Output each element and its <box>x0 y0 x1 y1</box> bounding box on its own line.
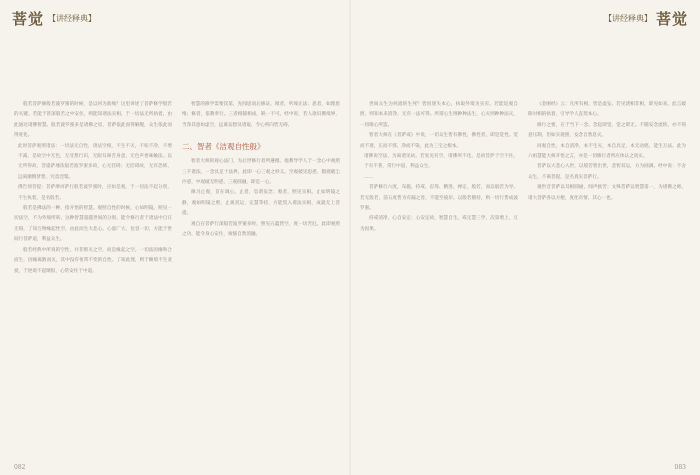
section-tag: 【讲经释典】 <box>48 13 97 23</box>
quoted-passage: 佛告须菩提：菩萨摩诃萨行般若波罗蜜时，应如是观，于一切法不起分别，不生执着，是名般若。 <box>18 185 172 201</box>
left-column-2 <box>182 100 340 450</box>
body-paragraph: 修习止观，首在调心。止者，息诸妄念；观者，照见实相。止如明镜之静，观如明镜之照，止观双运，定慧等持，方能契入诸法实相，成就无上菩提。 <box>182 190 340 217</box>
right-page-number: 083 <box>674 464 686 471</box>
right-columns <box>350 100 700 450</box>
quoted-passage: 此时菩萨观照诸法：一切法无自性，诸法空相，不生不灭，不垢不净，不增不减。是故空中无色，无受想行识，无眼耳鼻舌身意，无色声香味触法。以无所得故，菩提萨埵依般若波罗蜜多故，心无挂碍；无挂碍故，无有恐怖，远离颠倒梦想，究竟涅槃。 <box>18 143 172 180</box>
brand-logo: 菩觉 <box>655 9 688 28</box>
body-paragraph: 持戒清净，心自安定；心安定故，智慧自生。戒定慧三学，次第增上，互为因果。 <box>360 216 518 232</box>
section-heading: 二、智者《洁观自性般》 <box>182 142 265 152</box>
body-paragraph: 菩萨修行六度，布施、持戒、忍辱、精进、禅定、般若，而以般若为导。若无般若，前五度皆为有漏之善，不能至彼岸。以般若摄持，则一切行皆成波罗蜜。 <box>360 185 518 212</box>
body-paragraph: 世间众生为何流转生死？皆因迷失本心，执取外境为实有。若能返观自照，则知本来清净，无有一法可得。所谓心生则种种法生，心灭则种种法灭，一切唯心所造。 <box>360 102 518 128</box>
left-columns <box>0 100 350 450</box>
quoted-passage: 诸佛说空法，为离诸见故。若复见有空，诸佛所不化。是故菩萨于空不住，于有不著，常行中道，利益众生。 <box>364 154 518 170</box>
right-column-1 <box>360 100 518 450</box>
section-tag: 【讲经释典】 <box>603 13 652 23</box>
body-paragraph: 观自在菩萨行深般若波罗蜜多时，照见五蕴皆空，度一切苦厄。此即观照之功，能令身心安住，烦恼自然消融。 <box>182 221 340 238</box>
body-paragraph: 修行之要，在于当下一念。念起即觉，觉之即无。不随妄念流转，亦不刻意压制，但如实观照，妄念自然息灭。 <box>528 122 686 139</box>
left-column-1 <box>14 100 172 450</box>
body-paragraph: 智者大师的观心法门，为后世修行者所遵循。他教导学人于一念心中观照三千诸法，一念具足十法界，此即一心三观之妙义。空观破见思惑，假观破尘沙惑，中观破无明惑，三观圆融，即是一心。 <box>182 159 340 186</box>
body-paragraph: 智慧的修学需要次第，先闻思而后修证。闻者，听闻正法；思者，如理思维；修者，依教奉行。三者相辅相成，缺一不可。经中说，若人欲识佛境界，当净其意如虚空，远离妄想及诸取，令心所向皆无碍。 <box>182 102 340 128</box>
right-page <box>350 0 700 475</box>
ellipsis-separator: …… <box>364 174 374 180</box>
body-paragraph: 观世音菩萨以耳根圆通，闻声救苦；文殊菩萨以智慧第一，为诸佛之师。诸大菩萨各以方便，度化有情，其心一也。 <box>528 185 686 201</box>
body-paragraph: 般若菩萨修般若波罗蜜的时候，是以何为准绳？这里讲述了菩萨修学般若的关键。若能于甚深般若之中安住，则能知诸法实相，于一切法无所执着，由此通达诸佛智慧。般若波罗蜜多是诸佛之母，菩萨依此而得解脱，众生依此而得度化。 <box>14 102 172 139</box>
body-paragraph: 菩萨以大悲心入世，以般若智出世，悲智双运，方为圆满。经中说：不舍众生，不离菩提，是名真实菩萨行。 <box>528 164 686 180</box>
body-paragraph: 回观自性，本自清净，本不生灭，本自具足，本无动摇，能生万法。此为六祖慧能大师开悟之言，亦是一切修行者所应体认之真实。 <box>528 143 686 160</box>
body-paragraph: 般若经典中所说的空性，并非断灭之空，而是缘起之空。一切法因缘和合而生，因缘离散而灭，其中没有恒常不变的自性。了知此理，则于顺境不生贪爱，于逆境不起嗔恨，心常安住于中道。 <box>14 247 172 274</box>
brand-logo: 菩觉 <box>12 9 45 28</box>
right-column-2 <box>528 100 686 450</box>
right-page-header <box>360 6 688 30</box>
left-page-number: 082 <box>14 464 26 471</box>
body-paragraph: 智者大师在《菩萨戒》中说，一切众生皆有佛性，佛性者，即是觉性。觉而不迷，正而不邪，净而不染，此为三宝之根本。 <box>360 133 518 149</box>
left-page-header <box>12 6 340 30</box>
body-paragraph: 般若是佛法的一种，指开悟的智慧。观照自性的时候，心如明镜，照见一切法空，不为外境所转。这种智慧超越世间的分别，能令修行者于诸法中自在无碍，了知万物缘起性空，由此而生大悲心。心量广大，包容一切，方能于世间行菩萨道，利益众生。 <box>14 206 172 243</box>
body-paragraph: 《金刚经》云：凡所有相，皆是虚妄。若见诸相非相，即见如来。此言破除对相的执着，引导学人直契本心。 <box>528 102 686 118</box>
